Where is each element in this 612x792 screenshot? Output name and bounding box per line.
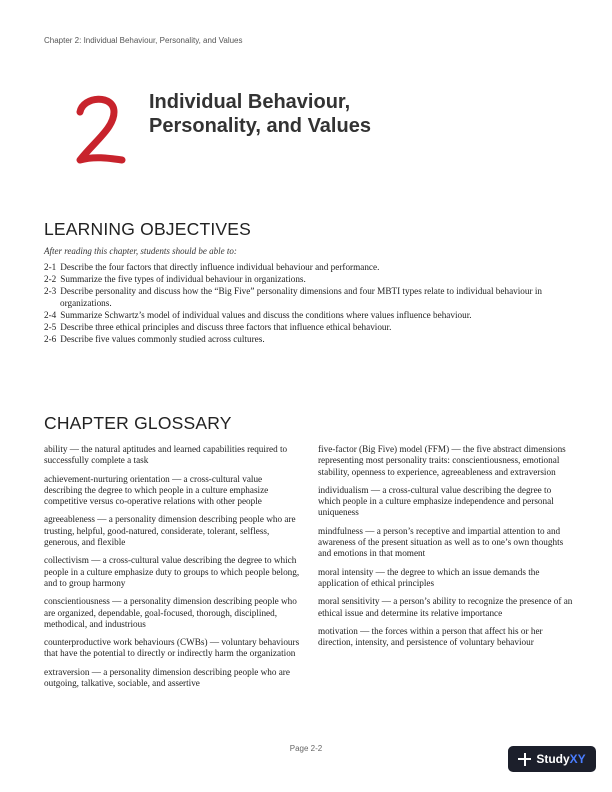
objective-item [44,273,574,285]
objective-text: Summarize the five types of individual behaviour in organizations. [60,274,306,284]
glossary-entry: ability — the natural aptitudes and learned capabilities required to successfully complete a task [44,444,288,466]
objective-number: 2-2 [44,274,57,284]
glossary-right-column [318,444,574,655]
glossary-entry: conscientiousness — a personality dimension describing people who are organized, dependable, goal-focused, thorough, disciplined, methodical, and industrious [44,596,297,629]
objective-text: Describe five values commonly studied across cultures. [60,334,265,344]
chapter-number [74,92,126,166]
glossary-entry: five-factor (Big Five) model (FFM) — the five abstract dimensions representing most personality traits: conscientiousness, emotional stability, openness to experience, agreeableness and extraversion [318,444,566,477]
glossary-heading: CHAPTER GLOSSARY [44,413,232,433]
glossary-entry: achievement-nurturing orientation — a cross-cultural value describing the degree to which people in a culture emphasize competitive versus co-operative relations with other people [44,473,269,507]
learning-objectives-heading: LEARNING OBJECTIVES [44,219,252,239]
badge-brand-xy: XY [569,752,586,766]
running-header: Chapter 2: Individual Behaviour, Personality, and Values [44,36,243,45]
glossary-entry: moral intensity — the degree to which an issue demands the application of ethical principles [318,566,540,588]
objective-number: 2-6 [44,334,57,344]
glossary-entry: mindfulness — a person’s receptive and impartial attention to and awareness of the present situation as well as to one’s own thoughts and emotions in that moment [318,525,564,559]
plus-icon [518,753,531,766]
chapter-title-line-1: Individual Behaviour, [149,91,351,113]
glossary-entry: moral sensitivity — a person’s ability to recognize the presence of an ethical issue and determine its relative importance [318,596,573,618]
objective-text: Describe three ethical principles and discuss three factors that influence ethical behaviour. [60,322,392,332]
studyxy-badge[interactable] [508,746,596,772]
glossary-entry: counterproductive work behaviours (CWBs) — voluntary behaviours that have the potential to directly or indirectly harm the organization [44,637,300,659]
objective-number: 2-5 [44,322,57,332]
chapter-title [149,90,371,138]
glossary-entry: motivation — the forces within a person that affect his or her direction, intensity, and persistence of voluntary behaviour [318,625,543,648]
objective-text: Summarize Schwartz’s model of individual values and discuss the conditions where values influence behaviour. [60,310,472,320]
glossary-entry: agreeableness — a personality dimension describing people who are trusting, helpful, good-natured, considerate, tolerant, selfless, generous, and flexible [44,514,296,548]
objective-number: 2-4 [44,310,57,320]
objective-item [44,321,574,333]
page-number: Page 2-2 [289,744,323,753]
chapter-title-line-2: Personality, and Values [149,115,371,137]
objective-text: Describe personality and discuss how the “Big Five” personality dimensions and four MBTI types relate to individual behaviour in organizations. [60,286,542,308]
chapter-number-glyph [80,99,122,160]
badge-brand-study: Study [536,752,570,766]
glossary-entry: individualism — a cross-cultural value describing the degree to which people in a culture emphasize independence and personal uniqueness [318,484,554,518]
objective-item [44,309,574,321]
glossary-entry: extraversion — a personality dimension describing people who are outgoing, talkative, sociable, and assertive [44,666,290,689]
learning-objectives-list [44,261,574,345]
glossary-entry: collectivism — a cross-cultural value describing the degree to which people in a culture emphasize duty to groups to which people belong, and to group harmony [44,555,300,588]
objective-item [44,285,574,309]
learning-objectives-intro: After reading this chapter, students should be able to: [44,246,237,256]
glossary-left-column [44,444,300,696]
objective-number: 2-1 [44,262,57,272]
objective-text: Describe the four factors that directly influence individual behaviour and performance. [60,262,380,272]
objective-item [44,333,574,345]
objective-number: 2-3 [44,286,57,296]
objective-item [44,261,574,273]
